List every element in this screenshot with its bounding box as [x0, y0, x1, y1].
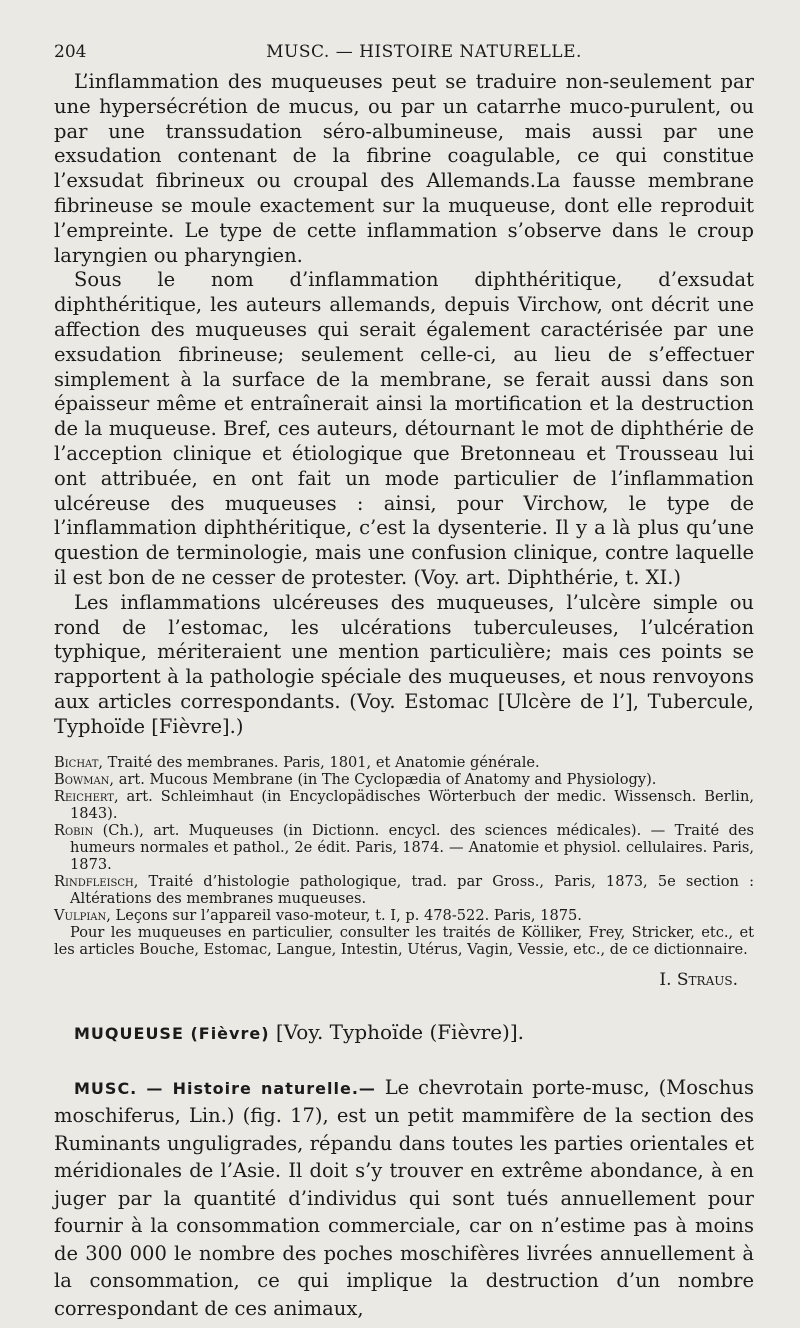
page-number: 204 [54, 42, 87, 62]
author-signature: I. Straus. [659, 969, 738, 990]
bib-entry [54, 873, 754, 907]
entry-muqueuse [54, 1020, 754, 1044]
bib-text: , art. Mucous Membrane (in The Cyclopædia of Anatomy and Physiology). [109, 770, 657, 788]
running-head [54, 42, 754, 70]
bib-text: , Traité d’histologie pathologique, trad. par Gross., Paris, 1873, 5e section : Altérations des membranes muqueuses. [70, 872, 754, 907]
paragraph [54, 1074, 754, 1323]
bib-text: , Traité des membranes. Paris, 1801, et Anatomie générale. [98, 753, 540, 771]
bib-author: Reichert [54, 787, 114, 805]
bib-entry [54, 788, 754, 822]
bib-author: Bichat [54, 753, 99, 771]
entry-musc [54, 1074, 754, 1323]
bib-text: , art. Schleimhaut (in Encyclopädisches Wörterbuch der medic. Wissensch. Berlin, 1843). [70, 787, 754, 822]
running-title: MUSC. — HISTOIRE NATURELLE. [266, 42, 582, 62]
bib-entry [54, 822, 754, 873]
article-body [54, 70, 754, 740]
bib-entry [54, 754, 754, 771]
bib-author: Rindfleisch [54, 872, 134, 890]
bibliography [54, 754, 754, 958]
paragraph: L’inflammation des muqueuses peut se traduire non-seulement par une hypersécrétion de mucus, ou par un catarrhe muco-purulent, ou par une transsudation séro-albumineuse, mais aussi par une exsudation contenant de la fibrine coagulable, ce qui constitue l’exsudat fibrineux ou croupal des Allemands.La fausse membrane fibrineuse se moule exactement sur la muqueuse, dont elle reproduit l’empreinte. Le type de cette inflammation s’observe dans le croup laryngien ou pharyngien. [54, 70, 754, 267]
paragraph: Sous le nom d’inflammation diphthéritique, d’exsudat diphthéritique, les auteurs allemands, depuis Virchow, ont décrit une affection des muqueuses qui serait également caractérisée par une exsudation fibrineuse; seulement celle-ci, au lieu de s’effectuer simplement à la surface de la membrane, se ferait aussi dans son épaisseur même et entraînerait ainsi la mortification et la destruction de la muqueuse. Bref, ces auteurs, détournant le mot de diphthérie de l’acception clinique et étiologique que Bretonneau et Trousseau lui ont attribuée, en ont fait un mode particulier de l’inflammation ulcéreuse des muqueuses : ainsi, pour Virchow, le type de l’inflammation diphthéritique, c’est la dysenterie. Il y a là plus qu’une question de terminologie, mais une confusion clinique, contre laquelle il est bon de ne cesser de protester. (Voy. art. Diphthérie, t. XI.) [54, 268, 754, 589]
bib-author: Bowman [54, 770, 110, 788]
bib-entry [54, 907, 754, 924]
bib-entry [54, 771, 754, 788]
entry-headword: MUSC. — Histoire naturelle.— [74, 1078, 376, 1098]
entry-reference: [Voy. Typhoïde (Fièvre)]. [275, 1019, 525, 1044]
entry-text: Le chevrotain porte-musc, (Moschus moschiferus, Lin.) (fig. 17), est un petit mammifère de la section des Ruminants unguligrades, répandu dans toutes les parties orientales et méridionales de l’Asie. Il doit s’y trouver en extrême abondance, à en juger par la quantité d’individus qui sont tués annuellement pour fournir à la consommation commerciale, car on n’estime pas à moins de 300 000 le nombre des poches moschifères livrées annuellement à la consommation, ce qui implique la destruction d’un nombre correspondant de ces animaux, [54, 1075, 754, 1320]
bib-note: Pour les muqueuses en particulier, consulter les traités de Kölliker, Frey, Stricker, etc., et les articles Bouche, Estomac, Langue, Intestin, Utérus, Vagin, Vessie, etc., de ce dictionnaire. [54, 923, 754, 958]
bib-author: Robin [54, 821, 94, 839]
bib-author: Vulpian [54, 906, 107, 924]
bib-text: , Leçons sur l’appareil vaso-moteur, t. I, p. 478-522. Paris, 1875. [106, 906, 582, 924]
bib-text: (Ch.), art. Muqueuses (in Dictionn. encycl. des sciences médicales). — Traité des humeurs normales et pathol., 2e édit. Paris, 1874. — Anatomie et physiol. cellulaires. Paris, 1873. [70, 821, 754, 873]
entry-headword: MUQUEUSE (Fièvre) [74, 1023, 270, 1043]
paragraph: Les inflammations ulcéreuses des muqueuses, l’ulcère simple ou rond de l’estomac, les ulcérations tuberculeuses, l’ulcération typhique, mériteraient une mention particulière; mais ces points se rapportent à la pathologie spéciale des muqueuses, et nous renvoyons aux articles correspondants. (Voy. Estomac [Ulcère de l’], Tubercule, Typhoïde [Fièvre].) [54, 590, 754, 738]
